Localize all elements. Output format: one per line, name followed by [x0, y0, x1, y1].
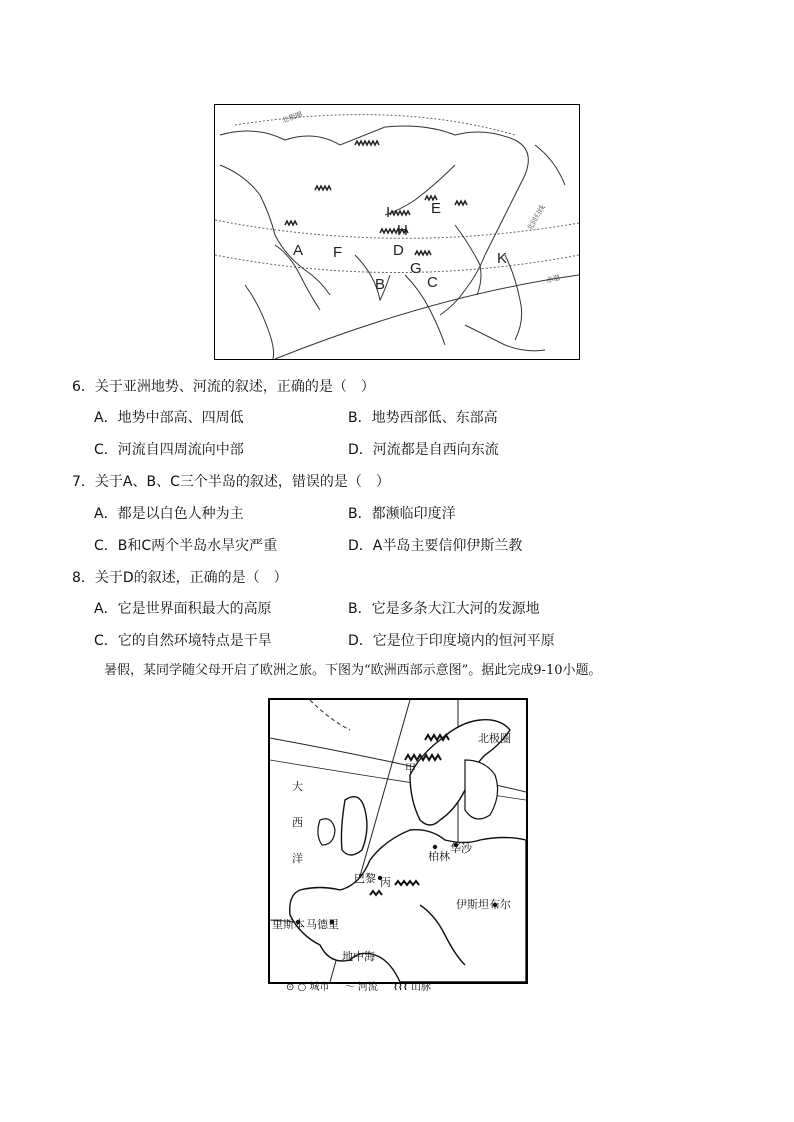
asia-map: [214, 104, 580, 360]
label-B: B: [375, 276, 386, 293]
atlantic-label-1: 大: [292, 780, 303, 793]
map-legend: [286, 982, 431, 995]
question-7-stem: 7．关于A、B、C三个半岛的叙述，错误的是（ ）: [72, 474, 390, 490]
q6-option-a: A．地势中部高、四周低: [94, 410, 244, 426]
legend-mountain: 山脉: [410, 982, 431, 993]
q8-option-a: A．它是世界面积最大的高原: [94, 601, 272, 617]
arctic-circle-label: 北极圈: [281, 111, 304, 125]
label-G: G: [410, 260, 422, 277]
mountain-symbol-icon: ⌇⌇⌇: [393, 982, 408, 993]
q8-option-d: D．它是位于印度境内的恒河平原: [348, 633, 555, 649]
paris-label: 巴黎: [354, 872, 376, 885]
q7-option-c: C．B和C两个半岛水旱灾严重: [94, 538, 278, 554]
q6-option-b: B．地势西部低、东部高: [348, 410, 498, 426]
lisbon-label: 里斯本: [272, 918, 305, 931]
warsaw-label: 华沙: [450, 842, 472, 855]
atlantic-label-3: 洋: [292, 852, 303, 865]
equator-label: 赤道: [545, 274, 562, 285]
label-D: D: [393, 242, 404, 259]
legend-city: 城市: [309, 982, 330, 993]
arctic-circle-label: 北极圈: [478, 732, 511, 745]
question-8-stem: 8．关于D的叙述，正确的是（ ）: [72, 570, 288, 586]
river-symbol-icon: 〜: [344, 982, 355, 993]
question-6-stem: 6．关于亚洲地势、河流的叙述，正确的是（ ）: [72, 379, 375, 395]
tropic-label: 北回归线: [526, 204, 547, 232]
mediterranean-label: 地中海: [342, 950, 375, 963]
q6-option-c: C．河流自四周流向中部: [94, 442, 244, 458]
q7-option-a: A．都是以白色人种为主: [94, 506, 244, 522]
q6-option-d: D．河流都是自西向东流: [348, 442, 499, 458]
section-intro: 暑假，某同学随父母开启了欧洲之旅。下图为“欧洲西部示意图”。据此完成9-10小题。: [104, 663, 602, 678]
city-symbol-icon: ⊙ ○: [286, 982, 307, 993]
atlantic-label-2: 西: [292, 816, 303, 829]
q8-option-c: C．它的自然环境特点是干旱: [94, 633, 272, 649]
europe-map: [268, 698, 528, 984]
label-K: K: [497, 250, 508, 267]
berlin-label: 柏林: [428, 850, 450, 863]
q7-option-d: D．A半岛主要信仰伊斯兰教: [348, 538, 523, 554]
q7-option-b: B．都濒临印度洋: [348, 506, 456, 522]
label-A: A: [293, 242, 304, 259]
label-jia: 甲: [405, 762, 416, 775]
europe-map-svg: [270, 700, 526, 982]
asia-map-svg: [215, 105, 579, 359]
madrid-label: 马德里: [306, 918, 339, 931]
label-F: F: [333, 244, 343, 261]
label-E: E: [431, 200, 442, 217]
q8-option-b: B．它是多条大江大河的发源地: [348, 601, 540, 617]
label-I: I: [386, 204, 391, 221]
label-C: C: [427, 274, 438, 291]
label-bing: 丙: [380, 876, 391, 889]
label-H: H: [397, 222, 408, 239]
istanbul-label: 伊斯坦布尔: [456, 898, 511, 911]
legend-river: 河流: [357, 982, 378, 993]
